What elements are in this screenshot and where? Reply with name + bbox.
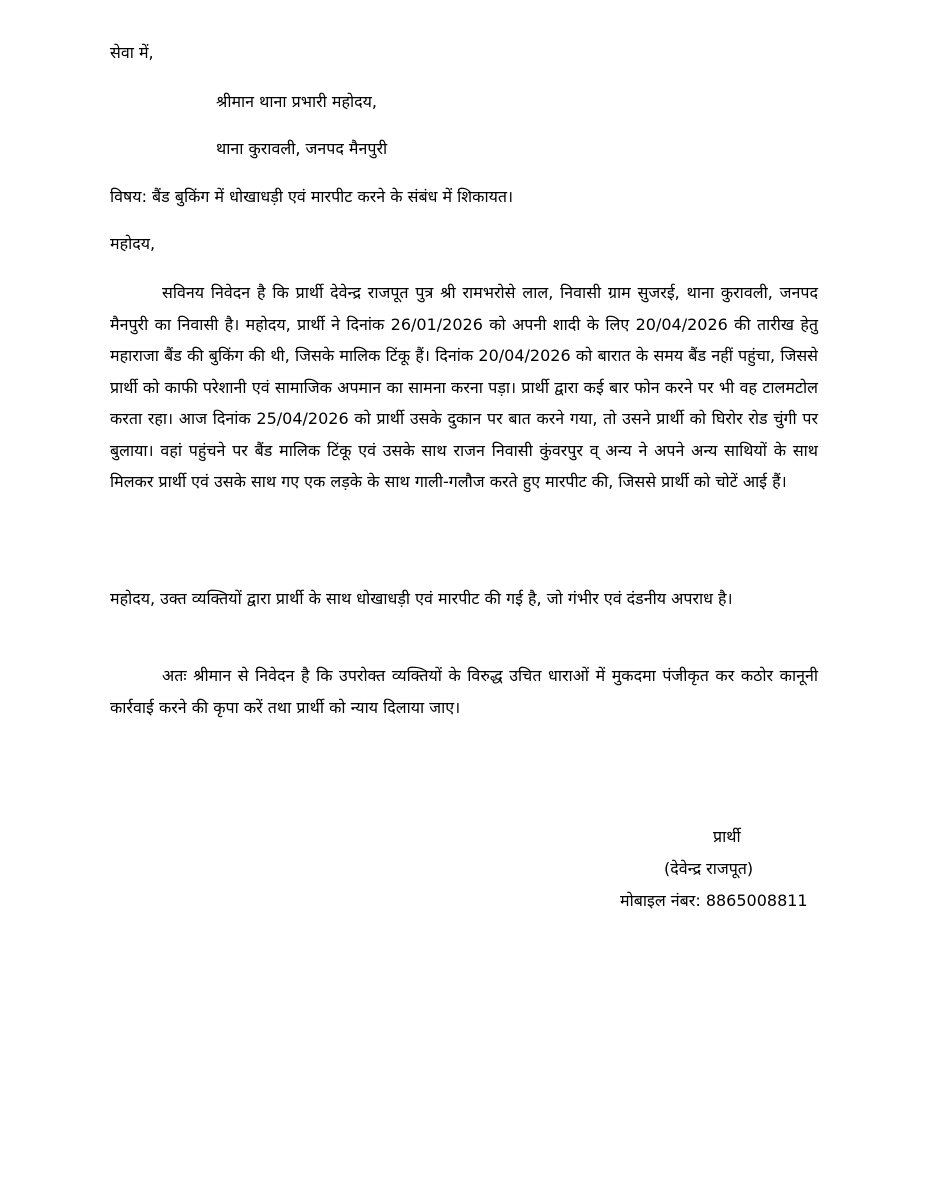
signature-label: प्रार्थी [713, 827, 741, 846]
signature-name: (देवेन्द्र राजपूत) [664, 859, 754, 878]
body-paragraph-3 [110, 660, 818, 723]
body-paragraph-1-text: सविनय निवेदन है कि प्रार्थी देवेन्द्र राजपूत पुत्र श्री रामभरोसे लाल, निवासी ग्राम सुजरई, थाना कुरावली, जनपद मैनपुरी का निवासी है। महोदय, प्रार्थी ने दिनांक 26/01/2026 को अपनी शादी के लिए 20/04/2026 की तारीख हेतु महाराजा बैंड की बुकिंग की थी, जिसके मालिक टिंकू हैं। दिनांक 20/04/2026 को बारात के समय बैंड नहीं पहुंचा, जिससे प्रार्थी को काफी परेशानी एवं सामाजिक अपमान का सामना करना पड़ा। प्रार्थी द्वारा कई बार फोन करने पर भी वह टालमटोल करता रहा। आज दिनांक 25/04/2026 को प्रार्थी उसके दुकान पर बात करने गया, तो उसने प्रार्थी को घिरोर रोड चुंगी पर बुलाया। वहां पहुंचने पर बैंड मालिक टिंकू एवं उसके साथ राजन निवासी कुंवरपुर व् अन्य ने अपने अन्य साथियों के साथ मिलकर प्रार्थी एवं उसके साथ गए एक लड़के के साथ गाली-गलौज करते हुए मारपीट की, जिससे प्रार्थी को चोटें आई हैं। [110, 283, 818, 491]
subject-line: विषय: बैंड बुकिंग में धोखाधड़ी एवं मारपीट करने के संबंध में शिकायत। [110, 187, 514, 206]
recipient-title: श्रीमान थाना प्रभारी महोदय, [216, 92, 377, 111]
recipient-address: थाना कुरावली, जनपद मैनपुरी [216, 139, 388, 158]
salutation-to: सेवा में, [110, 43, 154, 62]
body-paragraph-1 [110, 277, 818, 498]
body-paragraph-2: महोदय, उक्त व्यक्तियों द्वारा प्रार्थी के साथ धोखाधड़ी एवं मारपीट की गई है, जो गंभीर एवं दंडनीय अपराध है। [110, 589, 733, 608]
body-paragraph-3-text: अतः श्रीमान से निवेदन है कि उपरोक्त व्यक्तियों के विरुद्ध उचित धाराओं में मुकदमा पंजीकृत कर कठोर कानूनी कार्रवाई करने की कृपा करें तथा प्रार्थी को न्याय दिलाया जाए। [110, 666, 818, 717]
mobile-number: मोबाइल नंबर: 8865008811 [620, 891, 808, 910]
greeting: महोदय, [110, 234, 156, 253]
